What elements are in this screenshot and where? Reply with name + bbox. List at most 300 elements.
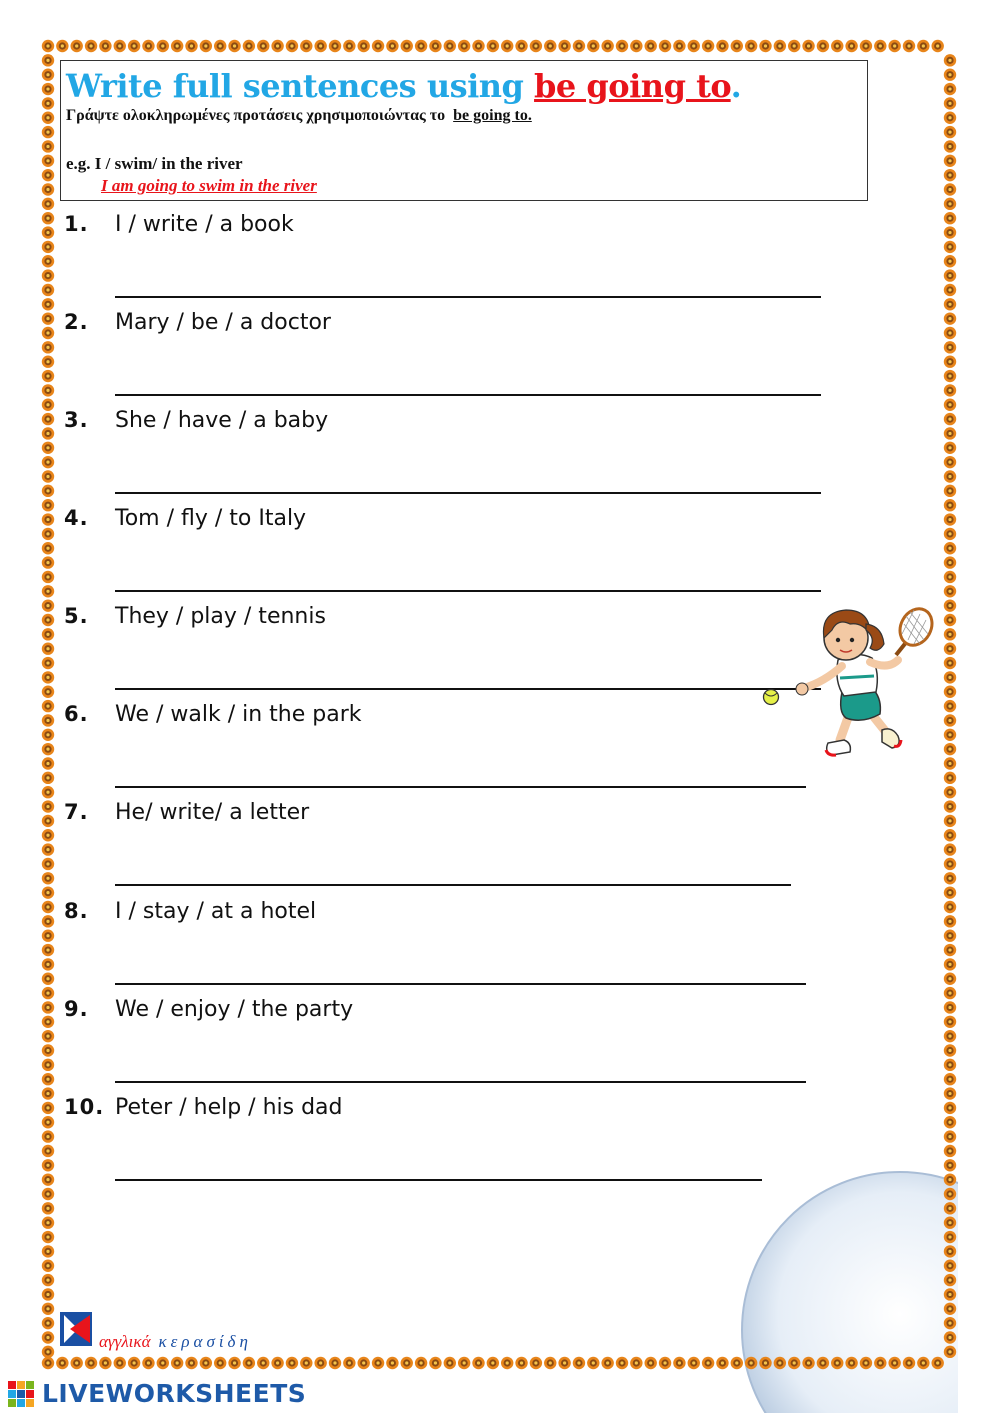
border-flower (401, 1357, 413, 1369)
border-flower (944, 427, 956, 439)
example-prompt: e.g. I / swim/ in the river (66, 154, 243, 173)
border-flower (42, 40, 54, 52)
border-flower (944, 1173, 956, 1185)
border-flower (944, 757, 956, 769)
border-flower (42, 973, 54, 985)
border-flower (42, 556, 54, 568)
border-flower (42, 657, 54, 669)
border-flower (544, 1357, 556, 1369)
border-flower (42, 800, 54, 812)
border-flower (286, 1357, 298, 1369)
border-flower (944, 772, 956, 784)
border-flower (114, 40, 126, 52)
border-flower (42, 327, 54, 339)
border-flower (429, 1357, 441, 1369)
border-flower (716, 40, 728, 52)
border-flower (42, 341, 54, 353)
exercise-prompt: We / enjoy / the party (115, 997, 354, 1022)
border-flower (932, 1357, 944, 1369)
exercise-number: 4. (64, 506, 89, 530)
border-flower (42, 1188, 54, 1200)
border-flower (257, 1357, 269, 1369)
border-flower (558, 1357, 570, 1369)
title-prefix: Write full sentences using (66, 67, 535, 105)
border-flower (944, 571, 956, 583)
tennis-girl-icon (758, 600, 938, 762)
border-flower (42, 772, 54, 784)
exercise-prompt: I / write / a book (115, 212, 294, 237)
border-flower (343, 1357, 355, 1369)
border-flower (944, 671, 956, 683)
border-flower (42, 743, 54, 755)
exercise-prompt: Peter / help / his dad (115, 1095, 343, 1120)
border-flower (944, 413, 956, 425)
border-flower (42, 858, 54, 870)
exercise-prompt: He/ write/ a letter (115, 800, 310, 825)
answer-input-6[interactable] (115, 760, 806, 788)
border-flower (42, 456, 54, 468)
border-flower (817, 40, 829, 52)
liveworksheets-text: LIVEWORKSHEETS (42, 1379, 307, 1408)
border-flower (42, 944, 54, 956)
border-flower (42, 1274, 54, 1286)
border-flower (257, 40, 269, 52)
border-flower (759, 1357, 771, 1369)
border-flower (42, 643, 54, 655)
exercise-prompt: I / stay / at a hotel (115, 899, 317, 924)
answer-input-5[interactable] (115, 662, 821, 690)
border-flower (944, 1331, 956, 1343)
border-flower (659, 1357, 671, 1369)
border-flower (243, 40, 255, 52)
exercise-prompt: We / walk / in the park (115, 702, 362, 727)
border-flower (944, 714, 956, 726)
border-flower (42, 470, 54, 482)
border-flower (128, 1357, 140, 1369)
border-flower (42, 1044, 54, 1056)
border-flower (71, 1357, 83, 1369)
answer-input-10[interactable] (115, 1153, 762, 1181)
border-flower (831, 40, 843, 52)
border-flower (42, 1317, 54, 1329)
border-flower (42, 1059, 54, 1071)
border-flower (42, 312, 54, 324)
border-flower (99, 40, 111, 52)
border-flower (42, 930, 54, 942)
border-flower (42, 628, 54, 640)
exercise-prompt: She / have / a baby (115, 408, 329, 433)
border-flower (944, 1030, 956, 1042)
border-flower (944, 858, 956, 870)
border-flower (845, 1357, 857, 1369)
border-flower (42, 599, 54, 611)
border-flower (42, 1001, 54, 1013)
border-flower (243, 1357, 255, 1369)
border-flower (774, 1357, 786, 1369)
border-flower (702, 1357, 714, 1369)
answer-input-2[interactable] (115, 368, 821, 396)
border-flower (42, 542, 54, 554)
border-flower (42, 442, 54, 454)
border-flower (372, 40, 384, 52)
border-flower (944, 499, 956, 511)
border-flower (501, 40, 513, 52)
border-flower (944, 700, 956, 712)
border-flower (42, 1030, 54, 1042)
border-flower (42, 241, 54, 253)
instructions-box (60, 60, 868, 201)
border-flower (944, 1073, 956, 1085)
border-flower (944, 212, 956, 224)
border-flower (944, 528, 956, 540)
greek-text: Γράψτε ολοκληρωμένες προτάσεις χρησιμοποιώντας το (66, 107, 446, 124)
border-flower (944, 1202, 956, 1214)
border-flower (171, 40, 183, 52)
border-flower (944, 155, 956, 167)
border-flower (42, 513, 54, 525)
border-flower (544, 40, 556, 52)
liveworksheets-logo[interactable] (8, 1379, 307, 1409)
border-flower (944, 183, 956, 195)
border-flower (42, 499, 54, 511)
border-flower (271, 40, 283, 52)
border-flower (630, 1357, 642, 1369)
border-flower (114, 1357, 126, 1369)
border-flower (358, 1357, 370, 1369)
border-flower (42, 1116, 54, 1128)
border-flower (944, 973, 956, 985)
border-flower (142, 1357, 154, 1369)
border-flower (444, 1357, 456, 1369)
border-flower (458, 40, 470, 52)
border-flower (42, 1130, 54, 1142)
border-flower (42, 987, 54, 999)
border-flower (673, 1357, 685, 1369)
liveworksheets-logo-icon (8, 1381, 36, 1407)
border-flower (42, 269, 54, 281)
border-flower (601, 1357, 613, 1369)
border-flower (171, 1357, 183, 1369)
answer-input-9[interactable] (115, 1055, 806, 1083)
border-flower (401, 40, 413, 52)
border-flower (42, 886, 54, 898)
border-flower (42, 1217, 54, 1229)
border-flower (944, 657, 956, 669)
border-flower (42, 112, 54, 124)
border-flower (300, 40, 312, 52)
border-flower (372, 1357, 384, 1369)
border-flower (42, 83, 54, 95)
border-flower (42, 198, 54, 210)
border-flower (515, 1357, 527, 1369)
answer-input-4[interactable] (115, 564, 821, 592)
border-flower (616, 1357, 628, 1369)
border-flower (944, 269, 956, 281)
border-flower (329, 1357, 341, 1369)
border-flower (944, 312, 956, 324)
border-flower (944, 169, 956, 181)
border-flower (42, 757, 54, 769)
border-flower (314, 40, 326, 52)
exercise-number: 8. (64, 899, 89, 923)
border-flower (42, 255, 54, 267)
exercise-prompt: They / play / tennis (115, 604, 326, 629)
border-flower (530, 40, 542, 52)
border-flower (944, 384, 956, 396)
border-flower (472, 40, 484, 52)
border-flower (42, 1331, 54, 1343)
border-flower (42, 915, 54, 927)
border-flower (944, 1001, 956, 1013)
border-flower (358, 40, 370, 52)
border-flower (944, 1303, 956, 1315)
border-flower (944, 284, 956, 296)
border-flower (42, 614, 54, 626)
border-flower (944, 1317, 956, 1329)
border-flower (128, 40, 140, 52)
border-flower (944, 1059, 956, 1071)
border-flower (573, 40, 585, 52)
answer-input-1[interactable] (115, 270, 821, 298)
border-flower (42, 140, 54, 152)
border-flower (888, 40, 900, 52)
border-flower (944, 930, 956, 942)
border-flower (944, 843, 956, 855)
border-flower (944, 786, 956, 798)
border-flower (944, 729, 956, 741)
border-flower (944, 800, 956, 812)
border-flower (42, 413, 54, 425)
border-flower (214, 40, 226, 52)
border-flower (944, 126, 956, 138)
border-flower (487, 1357, 499, 1369)
border-flower (759, 40, 771, 52)
border-flower (673, 40, 685, 52)
border-flower (944, 226, 956, 238)
border-flower (944, 1231, 956, 1243)
kerasidi-logo-icon (60, 1312, 92, 1346)
border-flower (42, 686, 54, 698)
border-flower (42, 54, 54, 66)
border-flower (944, 485, 956, 497)
border-flower (185, 40, 197, 52)
border-flower (845, 40, 857, 52)
border-flower (587, 40, 599, 52)
border-flower (42, 169, 54, 181)
border-flower (42, 284, 54, 296)
exercise-number: 3. (64, 408, 89, 432)
border-flower (42, 1288, 54, 1300)
border-flower (944, 542, 956, 554)
border-flower (802, 40, 814, 52)
border-flower (42, 126, 54, 138)
border-flower (157, 40, 169, 52)
border-flower (42, 212, 54, 224)
exercise-prompt: Mary / be / a doctor (115, 310, 331, 335)
border-flower (944, 987, 956, 999)
border-flower (42, 585, 54, 597)
border-flower (944, 298, 956, 310)
exercise-number: 2. (64, 310, 89, 334)
border-flower (185, 1357, 197, 1369)
border-flower (944, 470, 956, 482)
border-flower (458, 1357, 470, 1369)
border-flower (42, 1231, 54, 1243)
border-flower (42, 384, 54, 396)
border-flower (42, 1102, 54, 1114)
border-flower (42, 370, 54, 382)
border-flower (944, 513, 956, 525)
border-flower (688, 40, 700, 52)
border-flower (42, 729, 54, 741)
border-flower (42, 1173, 54, 1185)
border-flower (42, 1145, 54, 1157)
border-flower (71, 40, 83, 52)
border-flower (944, 1217, 956, 1229)
border-flower (944, 83, 956, 95)
greek-instructions (66, 107, 532, 125)
border-flower (831, 1357, 843, 1369)
border-flower (944, 140, 956, 152)
border-flower (917, 1357, 929, 1369)
border-flower (472, 1357, 484, 1369)
border-flower (415, 1357, 427, 1369)
border-flower (85, 1357, 97, 1369)
border-flower (444, 40, 456, 52)
border-flower (314, 1357, 326, 1369)
border-flower (42, 97, 54, 109)
border-flower (944, 1245, 956, 1257)
border-flower (944, 1188, 956, 1200)
border-flower (415, 40, 427, 52)
border-flower (42, 226, 54, 238)
border-flower (601, 40, 613, 52)
border-flower (42, 1357, 54, 1369)
border-flower (944, 456, 956, 468)
border-flower (688, 1357, 700, 1369)
border-flower (944, 686, 956, 698)
border-flower (716, 1357, 728, 1369)
border-flower (271, 1357, 283, 1369)
border-flower (42, 872, 54, 884)
answer-input-8[interactable] (115, 957, 806, 985)
border-flower (944, 915, 956, 927)
border-flower (817, 1357, 829, 1369)
border-flower (944, 628, 956, 640)
border-flower (42, 1346, 54, 1358)
answer-input-3[interactable] (115, 466, 821, 494)
border-flower (42, 843, 54, 855)
border-flower (42, 815, 54, 827)
border-flower (200, 1357, 212, 1369)
page-title (66, 67, 741, 105)
border-flower (944, 97, 956, 109)
border-flower (944, 69, 956, 81)
border-flower (944, 599, 956, 611)
exercise-number: 10. (64, 1095, 105, 1119)
border-flower (42, 829, 54, 841)
border-flower (487, 40, 499, 52)
border-flower (944, 255, 956, 267)
border-flower (386, 1357, 398, 1369)
border-flower (42, 571, 54, 583)
border-flower (42, 1016, 54, 1028)
border-flower (944, 1159, 956, 1171)
border-flower (944, 815, 956, 827)
title-highlight: be going to (534, 67, 731, 105)
brand-word-2: κερασίδη (158, 1332, 252, 1351)
border-flower (99, 1357, 111, 1369)
border-flower (42, 958, 54, 970)
border-flower (944, 886, 956, 898)
greek-key-phrase: be going to. (453, 107, 532, 124)
border-flower (42, 69, 54, 81)
border-flower (573, 1357, 585, 1369)
border-flower (944, 944, 956, 956)
border-flower (645, 40, 657, 52)
border-flower (944, 54, 956, 66)
border-flower (944, 585, 956, 597)
border-flower (874, 40, 886, 52)
border-flower (228, 40, 240, 52)
border-flower (616, 40, 628, 52)
border-flower (944, 901, 956, 913)
border-flower (944, 241, 956, 253)
brand-word-1: αγγλικά (99, 1332, 151, 1351)
border-flower (944, 112, 956, 124)
border-flower (645, 1357, 657, 1369)
border-flower (56, 1357, 68, 1369)
border-flower (42, 1202, 54, 1214)
border-flower (944, 1116, 956, 1128)
border-flower (944, 356, 956, 368)
example-answer: I am going to swim in the river (101, 176, 317, 195)
answer-input-7[interactable] (115, 858, 791, 886)
brand-name (99, 1332, 252, 1352)
border-flower (788, 40, 800, 52)
border-flower (42, 671, 54, 683)
border-flower (745, 40, 757, 52)
border-flower (142, 40, 154, 52)
border-flower (860, 40, 872, 52)
border-flower (788, 1357, 800, 1369)
border-flower (515, 40, 527, 52)
border-flower (944, 1016, 956, 1028)
border-flower (745, 1357, 757, 1369)
border-flower (944, 614, 956, 626)
border-flower (558, 40, 570, 52)
border-flower (944, 1260, 956, 1272)
border-flower (530, 1357, 542, 1369)
border-flower (42, 901, 54, 913)
border-flower (329, 40, 341, 52)
border-flower (944, 399, 956, 411)
border-flower (874, 1357, 886, 1369)
border-flower (42, 700, 54, 712)
border-flower (42, 427, 54, 439)
border-flower (587, 1357, 599, 1369)
border-flower (228, 1357, 240, 1369)
border-flower (85, 40, 97, 52)
exercise-number: 5. (64, 604, 89, 628)
border-flower (944, 1044, 956, 1056)
border-flower (429, 40, 441, 52)
border-flower (42, 485, 54, 497)
border-flower (944, 370, 956, 382)
border-flower (702, 40, 714, 52)
border-flower (42, 155, 54, 167)
border-flower (42, 356, 54, 368)
